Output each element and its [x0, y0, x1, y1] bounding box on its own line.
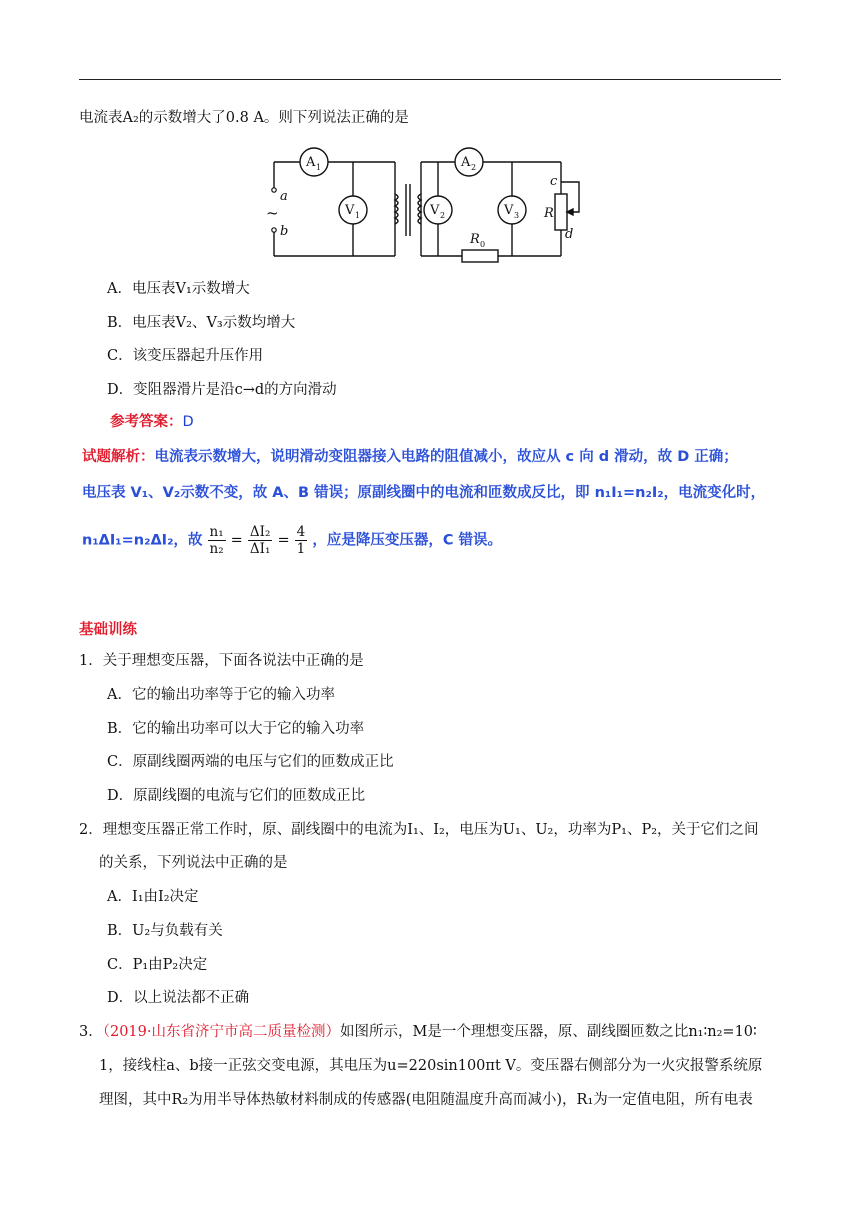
analysis-label: 试题解析： — [82, 449, 155, 465]
label-terminal-b: b — [280, 224, 289, 239]
label-r: R — [544, 206, 554, 221]
q3-stem-line-3: 理图，其中R₂为用半导体热敏材料制成的传感器(电阻随温度升高而减小)，R₁为一定值电阻，所有电表 — [99, 1092, 753, 1108]
answer-label: 参考答案： — [110, 414, 183, 430]
option-c: C．该变压器起升压作用 — [107, 348, 264, 364]
question-intro: 电流表A₂的示数增大了0.8 A。则下列说法正确的是 — [79, 110, 409, 126]
label-v2: V — [430, 203, 440, 218]
q3-stem-line-2: 1，接线柱a、b接一正弦交变电源，其电压为u=220sin100πt V。变压器右侧部分为一火灾报警系统原 — [99, 1058, 763, 1074]
resistor-r0 — [462, 250, 498, 262]
rheostat-r — [555, 194, 567, 230]
q1-option-c: C．原副线圈两端的电压与它们的匝数成正比 — [107, 754, 394, 770]
label-terminal-c: c — [550, 174, 558, 189]
q1-option-b: B．它的输出功率可以大于它的输入功率 — [107, 721, 365, 737]
label-a1: A — [306, 155, 316, 170]
analysis-text-1: 电流表示数增大，说明滑动变阻器接入电路的阻值减小，故应从 c 向 d 滑动，故 D 正确； — [154, 449, 738, 465]
q3-stem-text-1: 如图所示，M是一个理想变压器，原、副线圈匝数之比n₁∶n₂=10∶ — [340, 1024, 757, 1040]
q3-number: 3． — [79, 1024, 103, 1040]
label-r0-sub: 0 — [480, 240, 486, 249]
label-v2-sub: 2 — [440, 211, 446, 220]
option-a: A．电压表V₁示数增大 — [107, 281, 250, 297]
q2-option-c: C．P₁由P₂决定 — [107, 957, 208, 973]
section-title: 基础训练 — [79, 622, 137, 638]
analysis-line-2: 电压表 V₁、V₂示数不变，故 A、B 错误；原副线圈中的电流和匝数成反比，即 n₁I₁=n₂I₂，电流变化时， — [82, 485, 766, 501]
fraction-delta-i: $\frac{\text{ΔI₂}}{\text{ΔI₁}}$ — [249, 524, 271, 557]
analysis-text-3b: ，应是降压变压器，C 错误。 — [312, 532, 503, 549]
ac-source-symbol: ~ — [266, 204, 279, 222]
label-v1-sub: 1 — [355, 211, 361, 220]
fraction-4-1: $\frac{4}{1}$ — [296, 524, 306, 557]
reference-answer — [110, 412, 194, 432]
label-v3-sub: 3 — [514, 211, 520, 220]
header-rule — [79, 79, 781, 80]
q3-stem-line-1 — [79, 1022, 757, 1042]
q1-stem: 1．关于理想变压器，下面各说法中正确的是 — [79, 653, 364, 669]
answer-value: D — [182, 414, 194, 430]
fraction-n1-n2: $\frac{\text{n₁}}{\text{n₂}}$ — [209, 524, 224, 557]
label-r0: R — [470, 232, 480, 247]
label-a1-sub: 1 — [316, 163, 322, 172]
analysis-line-1 — [82, 447, 738, 467]
label-terminal-d: d — [565, 227, 574, 242]
q2-stem-line-2: 的关系，下列说法中正确的是 — [99, 855, 288, 871]
q3-source: （2019·山东省济宁市高二质量检测） — [102, 1024, 340, 1040]
q2-option-d: D．以上说法都不正确 — [107, 990, 250, 1006]
option-b: B．电压表V₂、V₃示数均增大 — [107, 315, 296, 331]
label-v1: V — [345, 203, 355, 218]
q2-option-b: B．U₂与负载有关 — [107, 923, 223, 939]
label-terminal-a: a — [280, 189, 288, 204]
q1-option-a: A．它的输出功率等于它的输入功率 — [107, 687, 335, 703]
label-v3: V — [504, 203, 514, 218]
option-d: D．变阻器滑片是沿c→d的方向滑动 — [107, 382, 337, 398]
label-a2-sub: 2 — [471, 163, 477, 172]
q2-option-a: A．I₁由I₂决定 — [107, 889, 199, 905]
analysis-text-3a: n₁ΔI₁=n₂ΔI₂，故 — [82, 532, 203, 549]
analysis-line-3: n₁ΔI₁=n₂ΔI₂，故 $\frac{\text{n₁}}{\text{n₂}}$ = $\frac{\text{ΔI₂}}{\text{ΔI₁}}$ = $\frac{4}{1}$ ，应是降压变压器，C 错误。 — [82, 524, 503, 557]
transformer-circuit-diagram — [265, 138, 595, 266]
q1-option-d: D．原副线圈的电流与它们的匝数成正比 — [107, 788, 366, 804]
label-a2: A — [461, 155, 471, 170]
q2-stem-line-1: 2．理想变压器正常工作时，原、副线圈中的电流为I₁、I₂，电压为U₁、U₂，功率为P₁、P₂，关于它们之间 — [79, 822, 759, 838]
